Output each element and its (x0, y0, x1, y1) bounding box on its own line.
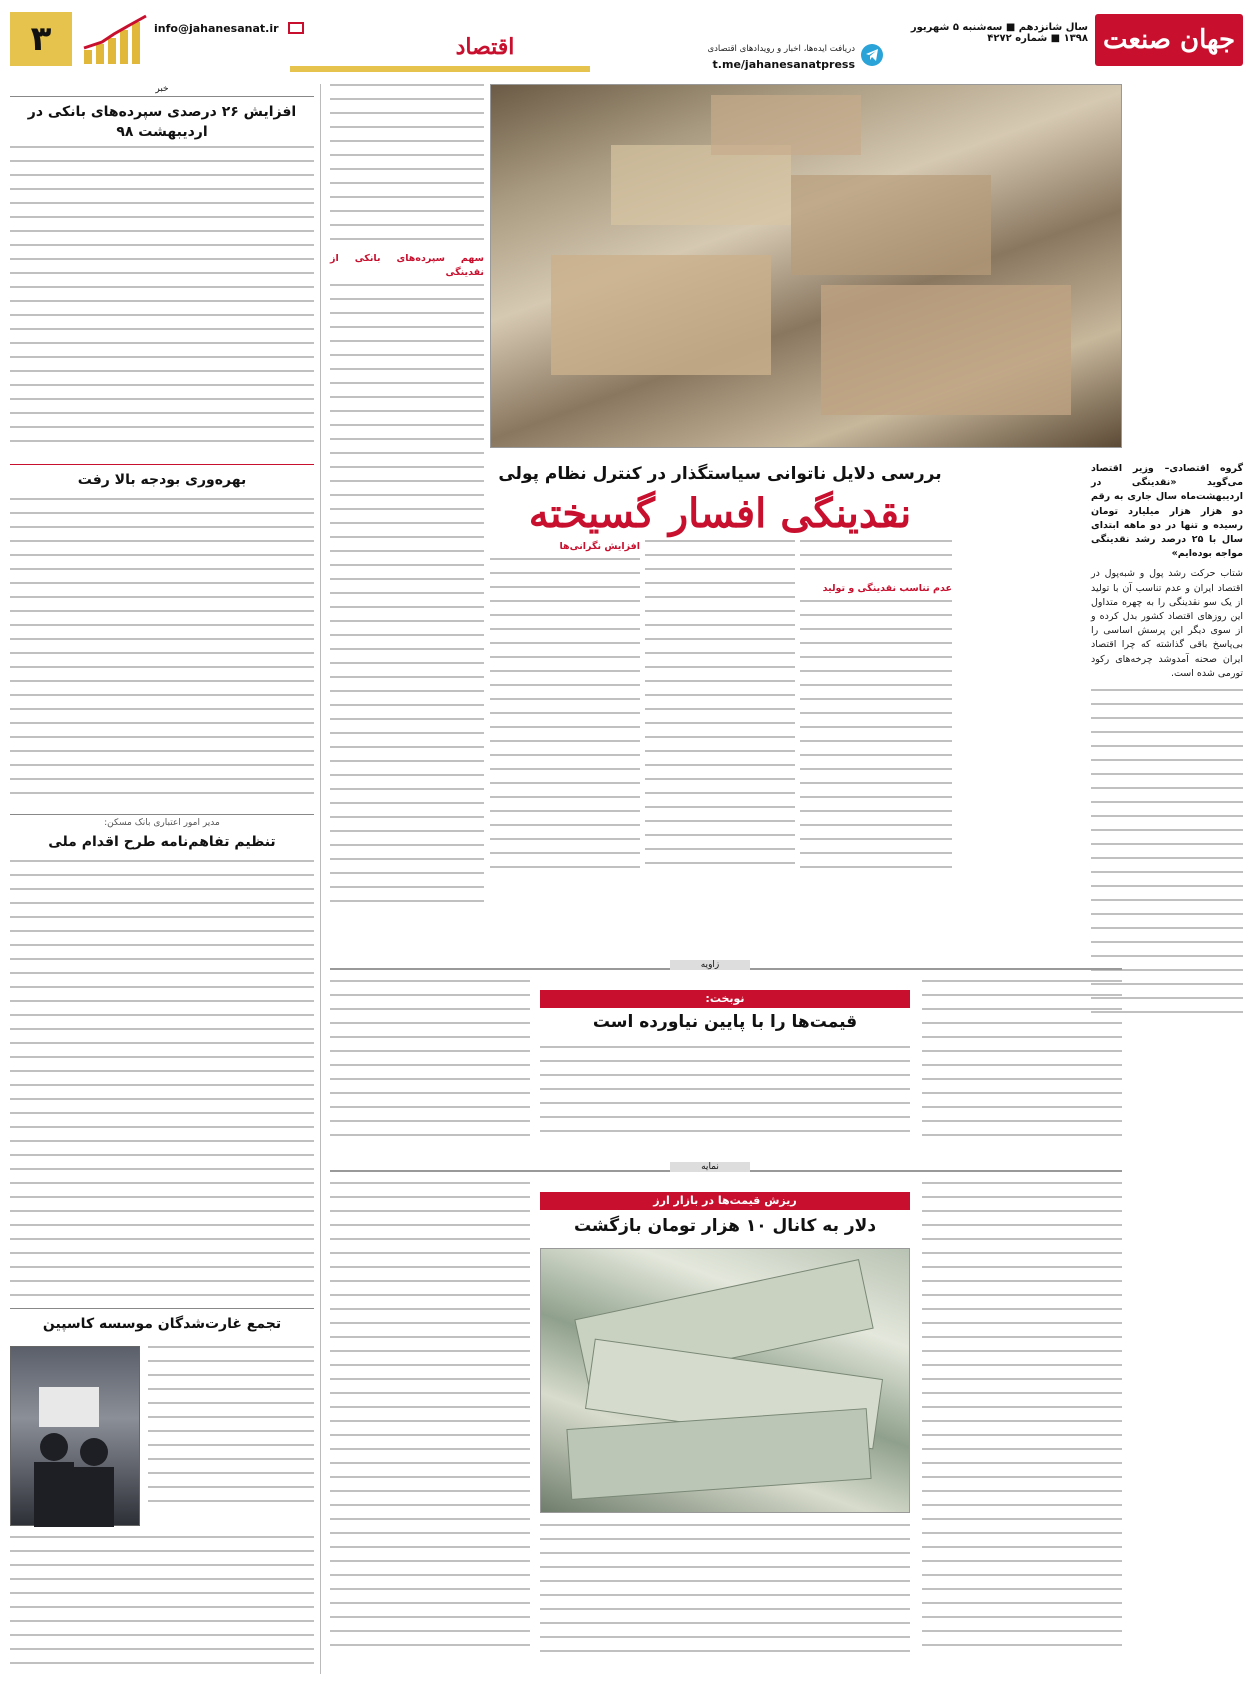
news1-title: افزایش ۲۶ درصدی سپرده‌های بانکی در اردیبهشت ۹۸ (27, 104, 297, 140)
lead-col-3: افزایش نگرانی‌ها (490, 540, 640, 880)
lead-intro: گروه اقتصادی– وزیر اقتصاد می‌گوید «نقدینگی در اردیبهشت‌ماه سال جاری به رقم دو هزار هزار میلیارد تومان رسیده و تنها در دو ماهه ابتدای سال با ۲۵ درصد رشد نقدینگی مواجه بوده‌ایم» شتاب حرکت رشد پول و شبه‌پول در اقتصاد ایران و عدم تناسب آن با تولید از یک سو نقدینگی را به چهره متداول این روزهای اقتصاد کشور بدل کرده و از سوی دیگر این پرسش اساسی را بی‌پاسخ باقی گذاشته که چرا اقتصاد ایران صحنه آمدوشد چرخه‌های رکود تورمی شده است. (1091, 462, 1243, 1025)
telegram-block[interactable]: دریافت ایده‌ها، اخبار و رویدادهای اقتصادی t.me/jahanesanatpress (683, 40, 883, 74)
lead-title: نقدینگی افسار گسیخته (528, 490, 912, 537)
dollar-photo (540, 1248, 910, 1513)
nama-label: نمایه (670, 1162, 750, 1172)
nama-title: دلار به کانال ۱۰ هزار تومان بازگشت (573, 1216, 877, 1236)
section-title: اقتصاد (455, 34, 515, 60)
masthead-band (290, 66, 590, 72)
email-label[interactable]: info@jahanesanat.ir (154, 22, 279, 35)
growth-chart-icon (80, 14, 150, 66)
masthead (0, 0, 1253, 80)
left-column (10, 84, 314, 1674)
zaviye-box (330, 960, 1122, 1160)
lead-photo-money-stacks (490, 84, 1122, 448)
divider (10, 464, 314, 465)
page-number: ۳ (10, 12, 72, 66)
column-separator (320, 84, 321, 1674)
news3-title: تنظیم تفاهم‌نامه طرح اقدام ملی (48, 834, 276, 850)
zaviye-label: زاویه (670, 960, 750, 970)
lead-supertitle: بررسی دلایل ناتوانی سیاستگذار در کنترل نظام پولی (498, 464, 942, 484)
divider (10, 1308, 314, 1309)
lead-col-2 (645, 540, 795, 876)
zaviye-title: قیمت‌ها را با پایین نیاورده است (592, 1012, 858, 1032)
zaviye-kicker: نوبخت: (540, 990, 910, 1008)
lead-col-4: سهم سپرده‌های بانکی از نقدینگی (330, 84, 484, 914)
nama-box (330, 1162, 1122, 1675)
protest-photo (10, 1346, 140, 1526)
news4-title: تجمع غارت‌شدگان موسسه کاسپین (42, 1316, 282, 1332)
lead-body-lines (1091, 689, 1243, 1013)
email-icon (288, 22, 304, 34)
telegram-icon (861, 44, 883, 66)
issue-line: سال شانزدهم ■ سه‌شنبه ۵ شهریور ۱۳۹۸ ■ شماره ۴۲۷۲ (910, 22, 1088, 44)
news2-title: بهره‌وری بودجه بالا رفت (77, 472, 247, 488)
left-column-tag: خبر (10, 84, 314, 97)
divider (10, 814, 314, 815)
nama-kicker: ریزش قیمت‌ها در بازار ارز (540, 1192, 910, 1210)
newspaper-logo: جهان صنعت (1095, 14, 1243, 66)
lead-col-1: عدم تناسب نقدینگی و تولید (800, 540, 952, 880)
news3-kicker: مدیر امور اعتباری بانک مسکن: (104, 818, 220, 828)
